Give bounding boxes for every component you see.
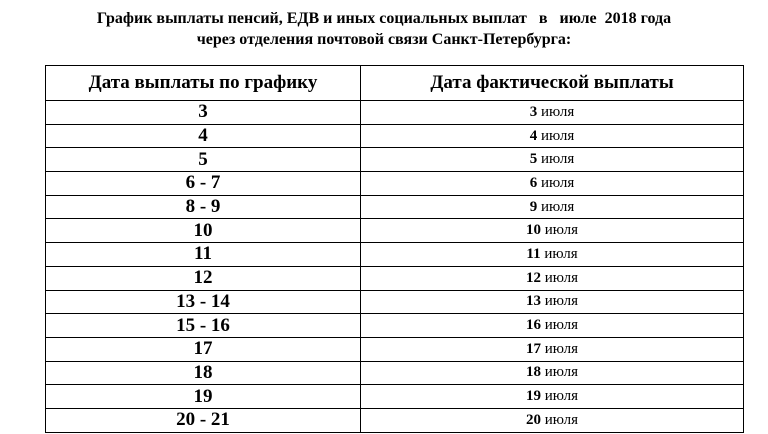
actual-date-cell [361, 290, 744, 314]
table-row [46, 266, 744, 290]
actual-date-cell [361, 385, 744, 409]
actual-month-word: июля [541, 127, 575, 144]
scheduled-date-cell: 5 [46, 148, 361, 172]
table-row [46, 195, 744, 219]
actual-day-number: 19 [526, 388, 541, 405]
scheduled-date-cell: 10 [46, 219, 361, 243]
scheduled-date-cell: 13 - 14 [46, 290, 361, 314]
scheduled-date-cell: 19 [46, 385, 361, 409]
actual-day-number: 12 [526, 269, 541, 286]
table-header-row [46, 66, 744, 101]
actual-date-cell [361, 361, 744, 385]
actual-month-word: июля [541, 103, 575, 120]
document-title-line-1: График выплаты пенсий, ЕДВ и иных социальных выплат в июле 2018 года [96, 10, 672, 27]
actual-day-number: 5 [529, 151, 538, 168]
table-row [46, 101, 744, 125]
actual-day-number: 4 [529, 127, 538, 144]
actual-month-word: июля [544, 364, 578, 381]
actual-day-number: 20 [526, 411, 541, 428]
actual-month-word: июля [541, 198, 575, 215]
scheduled-date-cell: 3 [46, 101, 361, 125]
scheduled-date-cell: 15 - 16 [46, 314, 361, 338]
actual-date-cell [361, 124, 744, 148]
document-title-line-2: через отделения почтовой связи Санкт-Петербурга: [196, 31, 572, 48]
table-row [46, 290, 744, 314]
table-row [46, 148, 744, 172]
table-row [46, 124, 744, 148]
scheduled-date-cell: 12 [46, 266, 361, 290]
table-row [46, 314, 744, 338]
table-row [46, 243, 744, 267]
actual-month-word: июля [544, 388, 578, 405]
actual-date-cell [361, 219, 744, 243]
actual-month-word: июля [541, 151, 575, 168]
header-scheduled-date: Дата выплаты по графику [46, 66, 361, 101]
scheduled-date-cell: 17 [46, 337, 361, 361]
actual-day-number: 17 [526, 340, 541, 357]
actual-month-word: июля [544, 340, 578, 357]
actual-date-cell [361, 148, 744, 172]
actual-date-cell [361, 101, 744, 125]
actual-day-number: 10 [526, 222, 541, 239]
actual-date-cell [361, 172, 744, 196]
actual-day-number: 18 [526, 364, 541, 381]
scheduled-date-cell: 20 - 21 [46, 408, 361, 432]
actual-month-word: июля [544, 269, 578, 286]
scheduled-date-cell: 11 [46, 243, 361, 267]
scheduled-date-cell: 4 [46, 124, 361, 148]
actual-day-number: 9 [529, 198, 538, 215]
table-row [46, 337, 744, 361]
actual-date-cell [361, 314, 744, 338]
actual-month-word: июля [541, 174, 575, 191]
actual-day-number: 13 [526, 293, 541, 310]
scheduled-date-cell: 18 [46, 361, 361, 385]
actual-month-word: июля [544, 317, 578, 334]
table-row [46, 219, 744, 243]
scheduled-date-cell: 8 - 9 [46, 195, 361, 219]
actual-month-word: июля [544, 222, 578, 239]
actual-date-cell [361, 266, 744, 290]
payment-schedule-table [45, 65, 744, 433]
actual-date-cell [361, 195, 744, 219]
actual-day-number: 3 [529, 103, 538, 120]
table-row [46, 172, 744, 196]
actual-day-number: 11 [526, 245, 541, 262]
actual-day-number: 6 [529, 174, 538, 191]
actual-month-word: июля [544, 411, 578, 428]
table-row [46, 408, 744, 432]
actual-month-word: июля [544, 293, 578, 310]
actual-date-cell [361, 243, 744, 267]
actual-date-cell [361, 337, 744, 361]
table-row [46, 385, 744, 409]
actual-day-number: 16 [526, 317, 541, 334]
actual-date-cell [361, 408, 744, 432]
table-row [46, 361, 744, 385]
actual-month-word: июля [544, 245, 578, 262]
scheduled-date-cell: 6 - 7 [46, 172, 361, 196]
header-actual-date: Дата фактической выплаты [361, 66, 744, 101]
